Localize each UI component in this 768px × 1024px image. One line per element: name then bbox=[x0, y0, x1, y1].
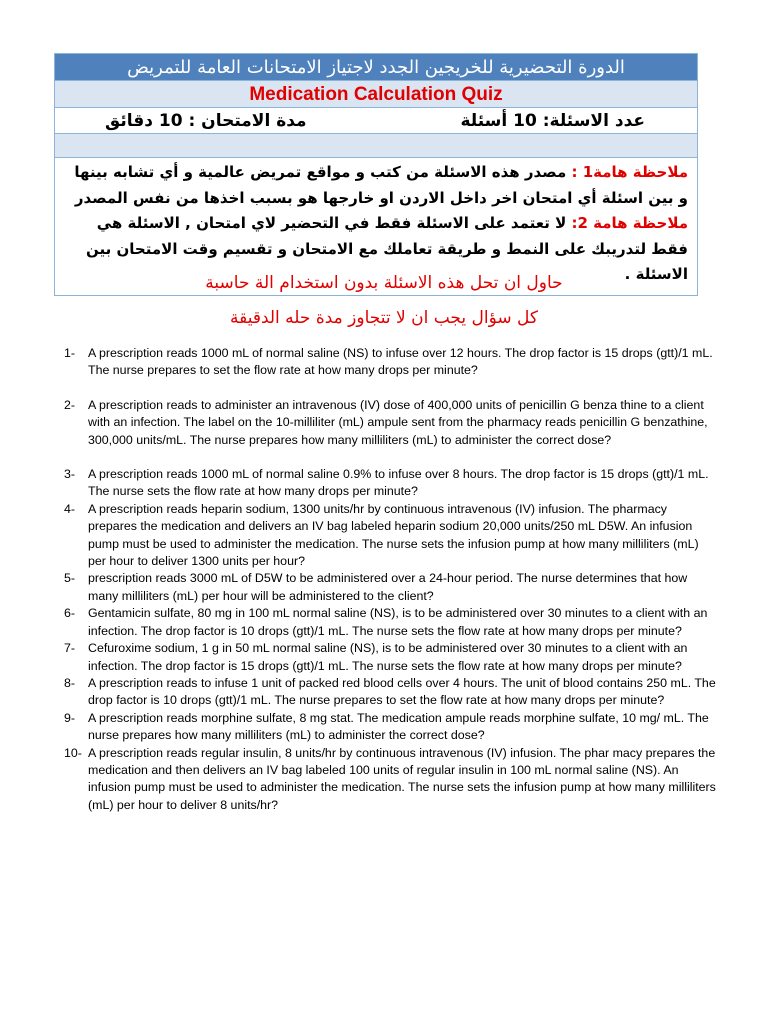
quiz-title: Medication Calculation Quiz bbox=[55, 81, 697, 108]
exam-info-row bbox=[55, 108, 697, 134]
question-text: A prescription reads regular insulin, 8 units/hr by continuous intravenous (IV) infusion. The phar macy prepares the medication and then delivers an IV bag labeled 100 units of regular insulin in 100 mL normal saline (NS). An infusion pump must be used to administer the medication. The nurse sets the infusion pump at how many milliliters (mL) per hour to deliver 8 units/hr? bbox=[88, 745, 716, 812]
note-2-text: لا تعتمد على الاسئلة فقط في التحضير لاي امتحان , الاسئلة هي فقط لتدريبك على النمط و طريقة تعاملك مع الامتحان و تقسيم وقت الامتحان بين الاسئلة . bbox=[86, 214, 688, 283]
question-item bbox=[38, 466, 718, 501]
time-limit-warning: كل سؤال يجب ان لا تتجاوز مدة حله الدقيقة bbox=[229, 308, 539, 328]
question-text: Cefuroxime sodium, 1 g in 50 mL normal saline (NS), is to be administered over 30 minutes to a client with an infection. The drop factor is 15 drops (gtt)/1 mL. The nurse sets the flow rate at how many drops per minute? bbox=[88, 641, 688, 673]
question-item bbox=[38, 570, 718, 605]
question-text: A prescription reads to administer an intravenous (IV) dose of 400,000 units of penicillin G benza thine to a client with an infection. The label on the 10-milliliter (mL) ampule sent from the pharmacy reads penicillin G benzathine, 300,000 units/mL. The nurse prepares how many milliliters (mL) to administer the correct dose? bbox=[88, 397, 708, 447]
header-table bbox=[54, 53, 698, 296]
question-text: A prescription reads to infuse 1 unit of packed red blood cells over 4 hours. The unit of blood contains 250 mL. The drop factor is 10 drops (gtt)/1 mL. The nurse prepares to set the flow rate at how many drops per minute? bbox=[88, 675, 716, 708]
question-text: A prescription reads heparin sodium, 1300 units/hr by continuous intravenous (IV) infusion. The pharmacy prepares the medication and delivers an IV bag labeled heparin sodium 20,000 units/250 mL D5W. An infusion pump must be used to administer the medication. The nurse sets the infusion pump at how many milliliters (mL) per hour to deliver 1300 units per hour? bbox=[88, 501, 699, 569]
question-item bbox=[38, 710, 718, 745]
question-item bbox=[38, 640, 718, 675]
question-item bbox=[38, 605, 718, 640]
question-item bbox=[38, 675, 718, 710]
question-item bbox=[38, 397, 718, 449]
note-1-label: ملاحظة هامة1 : bbox=[571, 163, 688, 181]
question-number: 5- bbox=[64, 571, 76, 586]
empty-row bbox=[55, 134, 697, 158]
question-number: 9- bbox=[64, 710, 76, 725]
question-number: 2- bbox=[64, 397, 76, 412]
question-item bbox=[38, 345, 718, 380]
note-1-text: مصدر هذه الاسئلة من كتب و مواقع تمريض عالمية و أي تشابه بينها و بين اسئلة أي امتحان اخر داخل الاردن او خارجها هو بسبب اخذها من نفس المصدر bbox=[74, 163, 688, 207]
course-title: الدورة التحضيرية للخريجين الجدد لاجتياز الامتحانات العامة للتمريض bbox=[55, 54, 697, 81]
question-text: A prescription reads 1000 mL of normal saline 0.9% to infuse over 8 hours. The drop factor is 15 drops (gtt)/1 mL. The nurse sets the flow rate at how many drops per minute? bbox=[88, 467, 709, 499]
question-number: 8- bbox=[64, 675, 76, 690]
question-number: 10- bbox=[64, 745, 82, 760]
note-2-label: ملاحظة هامة 2: bbox=[571, 214, 688, 232]
question-number: 6- bbox=[64, 606, 76, 621]
question-number: 3- bbox=[64, 467, 76, 482]
question-number: 1- bbox=[64, 346, 76, 360]
question-item bbox=[38, 501, 718, 571]
question-number: 7- bbox=[64, 641, 76, 656]
no-calculator-warning: حاول ان تحل هذه الاسئلة بدون استخدام الة حاسبة bbox=[205, 273, 563, 293]
note-1 bbox=[67, 160, 688, 211]
question-text: A prescription reads morphine sulfate, 8 mg stat. The medication ampule reads morphine sulfate, 10 mg/ mL. The nurse prepares how many milliliters (mL) to administer the correct dose? bbox=[88, 710, 709, 743]
exam-duration: مدة الامتحان : 10 دقائق bbox=[105, 111, 307, 131]
question-number: 4- bbox=[64, 501, 76, 516]
question-count: عدد الاسئلة: 10 أسئلة bbox=[460, 111, 645, 131]
question-text: A prescription reads 1000 mL of normal saline (NS) to infuse over 12 hours. The drop factor is 15 drops (gtt)/1 mL. The nurse prepares to set the flow rate at how many drops per minute? bbox=[88, 346, 713, 378]
question-item bbox=[38, 745, 718, 815]
question-text: Gentamicin sulfate, 80 mg in 100 mL normal saline (NS), is to be administered over 30 minutes to a client with an infection. The drop factor is 10 drops (gtt)/1 mL. The nurse sets the flow rate at how many drops per minute? bbox=[88, 606, 708, 638]
question-list bbox=[38, 345, 718, 814]
question-text: prescription reads 3000 mL of D5W to be administered over a 24-hour period. The nurse determines that how many milliliters (mL) per hour will be administered to the client? bbox=[88, 571, 688, 603]
